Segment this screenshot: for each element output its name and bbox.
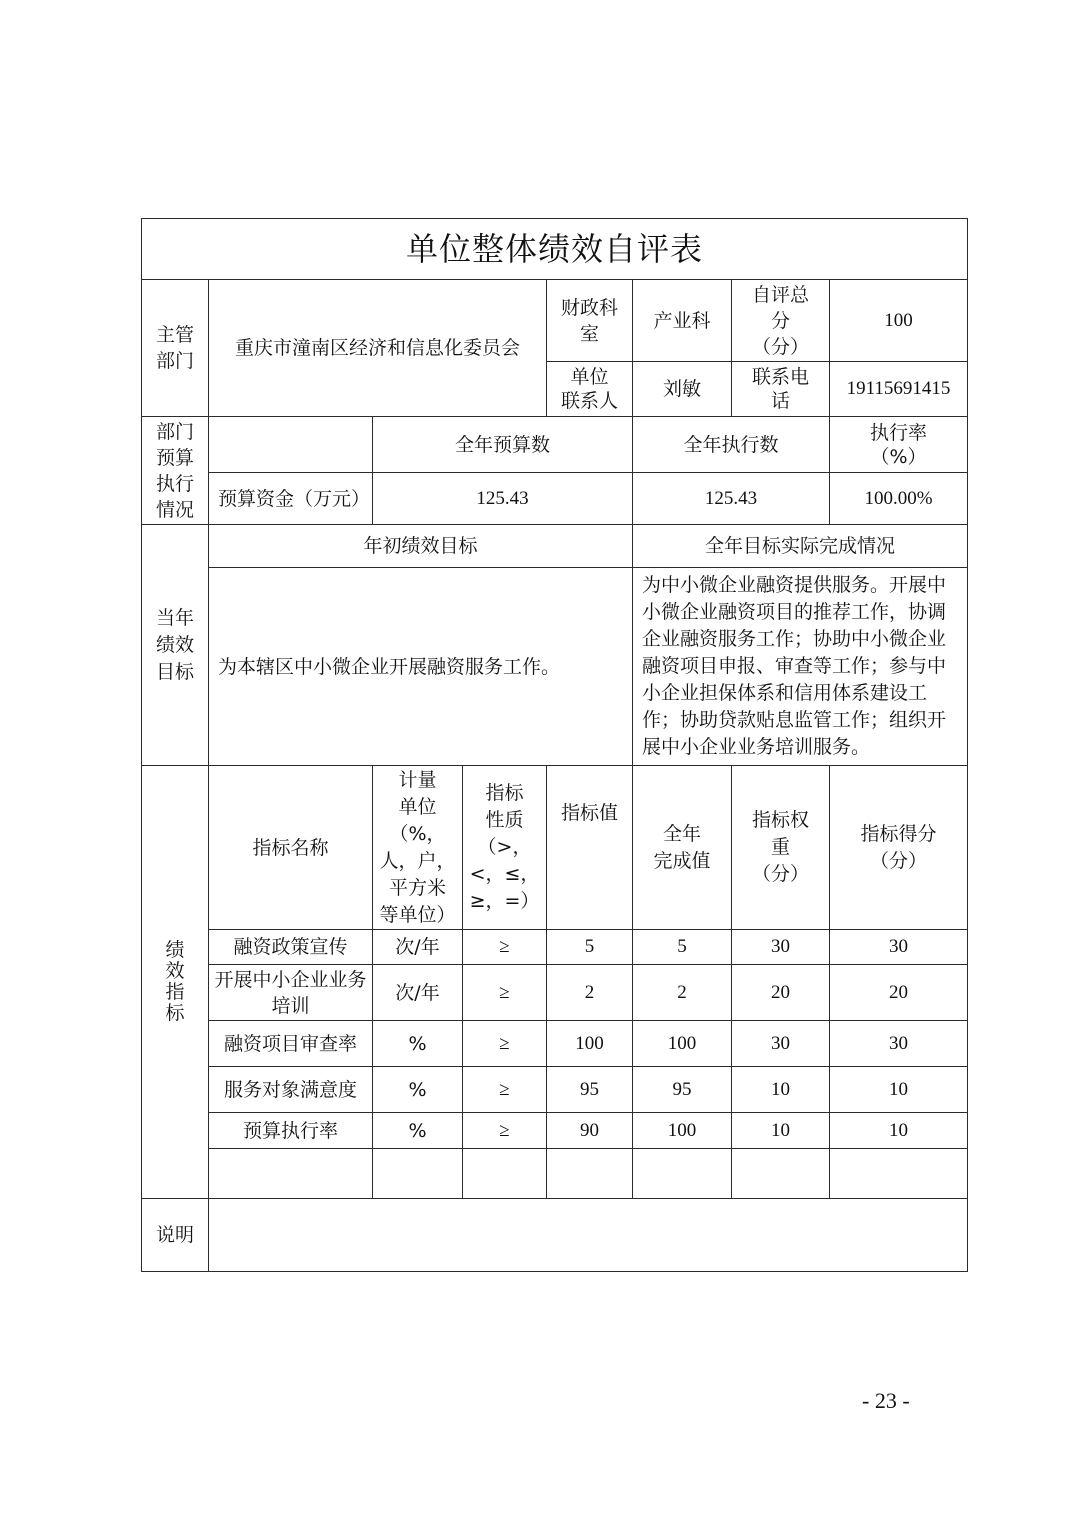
weight-header: 指标权 重 （分）: [732, 766, 830, 930]
indicator-actual: 2: [633, 965, 732, 1021]
indicator-unit: 次/年: [373, 965, 463, 1021]
budget-corner-cell: [209, 417, 373, 473]
self-score-label: 自评总 分 （分）: [732, 280, 830, 362]
indicator-weight: 20: [732, 965, 830, 1021]
empty-cell: [463, 1149, 547, 1199]
notes-label: 说明: [142, 1199, 209, 1272]
indicator-score: 30: [830, 930, 968, 965]
target-value-header: 指标值: [547, 766, 633, 930]
annual-actual-header: 全年 完成值: [633, 766, 732, 930]
indicator-weight: 30: [732, 1021, 830, 1067]
indicator-name: 融资项目审查率: [209, 1021, 373, 1067]
page-number: - 23 -: [862, 1388, 910, 1413]
budget-funds-label: 预算资金（万元）: [209, 473, 373, 525]
indicator-unit: %: [373, 1113, 463, 1149]
annual-budget-value: 125.43: [373, 473, 633, 525]
indicator-score: 20: [830, 965, 968, 1021]
notes-text: [209, 1199, 968, 1272]
actual-completion-text: 为中小微企业融资提供服务。开展中小微企业融资项目的推荐工作，协调企业融资服务工作；协助中小微企业融资项目申报、审查等工作；参与中小企业担保体系和信用体系建设工作；协助贷款贴息监管工作；组织开展中小企业业务培训服务。: [633, 568, 968, 766]
indicator-name: 服务对象满意度: [209, 1067, 373, 1113]
indicator-target: 90: [547, 1113, 633, 1149]
indicator-score: 10: [830, 1067, 968, 1113]
indicator-weight: 10: [732, 1067, 830, 1113]
indicator-unit: 次/年: [373, 930, 463, 965]
table-title: 单位整体绩效自评表: [142, 219, 968, 280]
indicator-nature: ≥: [463, 1113, 547, 1149]
indicator-score: 30: [830, 1021, 968, 1067]
indicator-unit: %: [373, 1067, 463, 1113]
indicators-label: 绩 效 指 标: [142, 766, 209, 1199]
indicator-nature: ≥: [463, 930, 547, 965]
department-label: 主管 部门: [142, 280, 209, 417]
initial-goals-header: 年初绩效目标: [209, 525, 633, 568]
indicator-nature: ≥: [463, 1067, 547, 1113]
annual-executed-value: 125.43: [633, 473, 830, 525]
indicator-target: 95: [547, 1067, 633, 1113]
indicator-score: 10: [830, 1113, 968, 1149]
actual-completion-header: 全年目标实际完成情况: [633, 525, 968, 568]
contact-label: 单位 联系人: [547, 362, 633, 417]
self-evaluation-table: [141, 218, 968, 1272]
execution-rate-value: 100.00%: [830, 473, 968, 525]
empty-cell: [830, 1149, 968, 1199]
indicator-target: 5: [547, 930, 633, 965]
empty-cell: [633, 1149, 732, 1199]
finance-office-value: 产业科: [633, 280, 732, 362]
indicator-nature: ≥: [463, 965, 547, 1021]
indicator-name: 开展中小企业业务培训: [209, 965, 373, 1021]
empty-cell: [209, 1149, 373, 1199]
annual-executed-header: 全年执行数: [633, 417, 830, 473]
phone-label: 联系电 话: [732, 362, 830, 417]
contact-value: 刘敏: [633, 362, 732, 417]
indicator-nature: ≥: [463, 1021, 547, 1067]
unit-header: 计量 单位 （%， 人，户， 平方米 等单位）: [373, 766, 463, 930]
score-header: 指标得分 （分）: [830, 766, 968, 930]
indicator-actual: 95: [633, 1067, 732, 1113]
empty-cell: [732, 1149, 830, 1199]
finance-office-label: 财政科 室: [547, 280, 633, 362]
annual-budget-header: 全年预算数: [373, 417, 633, 473]
indicator-actual: 100: [633, 1021, 732, 1067]
empty-cell: [373, 1149, 463, 1199]
indicator-weight: 30: [732, 930, 830, 965]
budget-label: 部门 预算 执行 情况: [142, 417, 209, 525]
indicator-target: 2: [547, 965, 633, 1021]
self-score-value: 100: [830, 280, 968, 362]
indicator-target: 100: [547, 1021, 633, 1067]
indicator-name: 预算执行率: [209, 1113, 373, 1149]
indicator-name: 融资政策宣传: [209, 930, 373, 965]
phone-value: 19115691415: [830, 362, 968, 417]
indicator-actual: 5: [633, 930, 732, 965]
initial-goals-text: 为本辖区中小微企业开展融资服务工作。: [209, 568, 633, 766]
indicator-name-header: 指标名称: [209, 766, 373, 930]
annual-goals-label: 当年 绩效 目标: [142, 525, 209, 766]
indicator-weight: 10: [732, 1113, 830, 1149]
empty-cell: [547, 1149, 633, 1199]
indicator-unit: %: [373, 1021, 463, 1067]
department-name: 重庆市潼南区经济和信息化委员会: [209, 280, 547, 417]
execution-rate-header: 执行率 （%）: [830, 417, 968, 473]
nature-header: 指标 性质 （>， <，≤， ≥，=）: [463, 766, 547, 930]
indicator-actual: 100: [633, 1113, 732, 1149]
